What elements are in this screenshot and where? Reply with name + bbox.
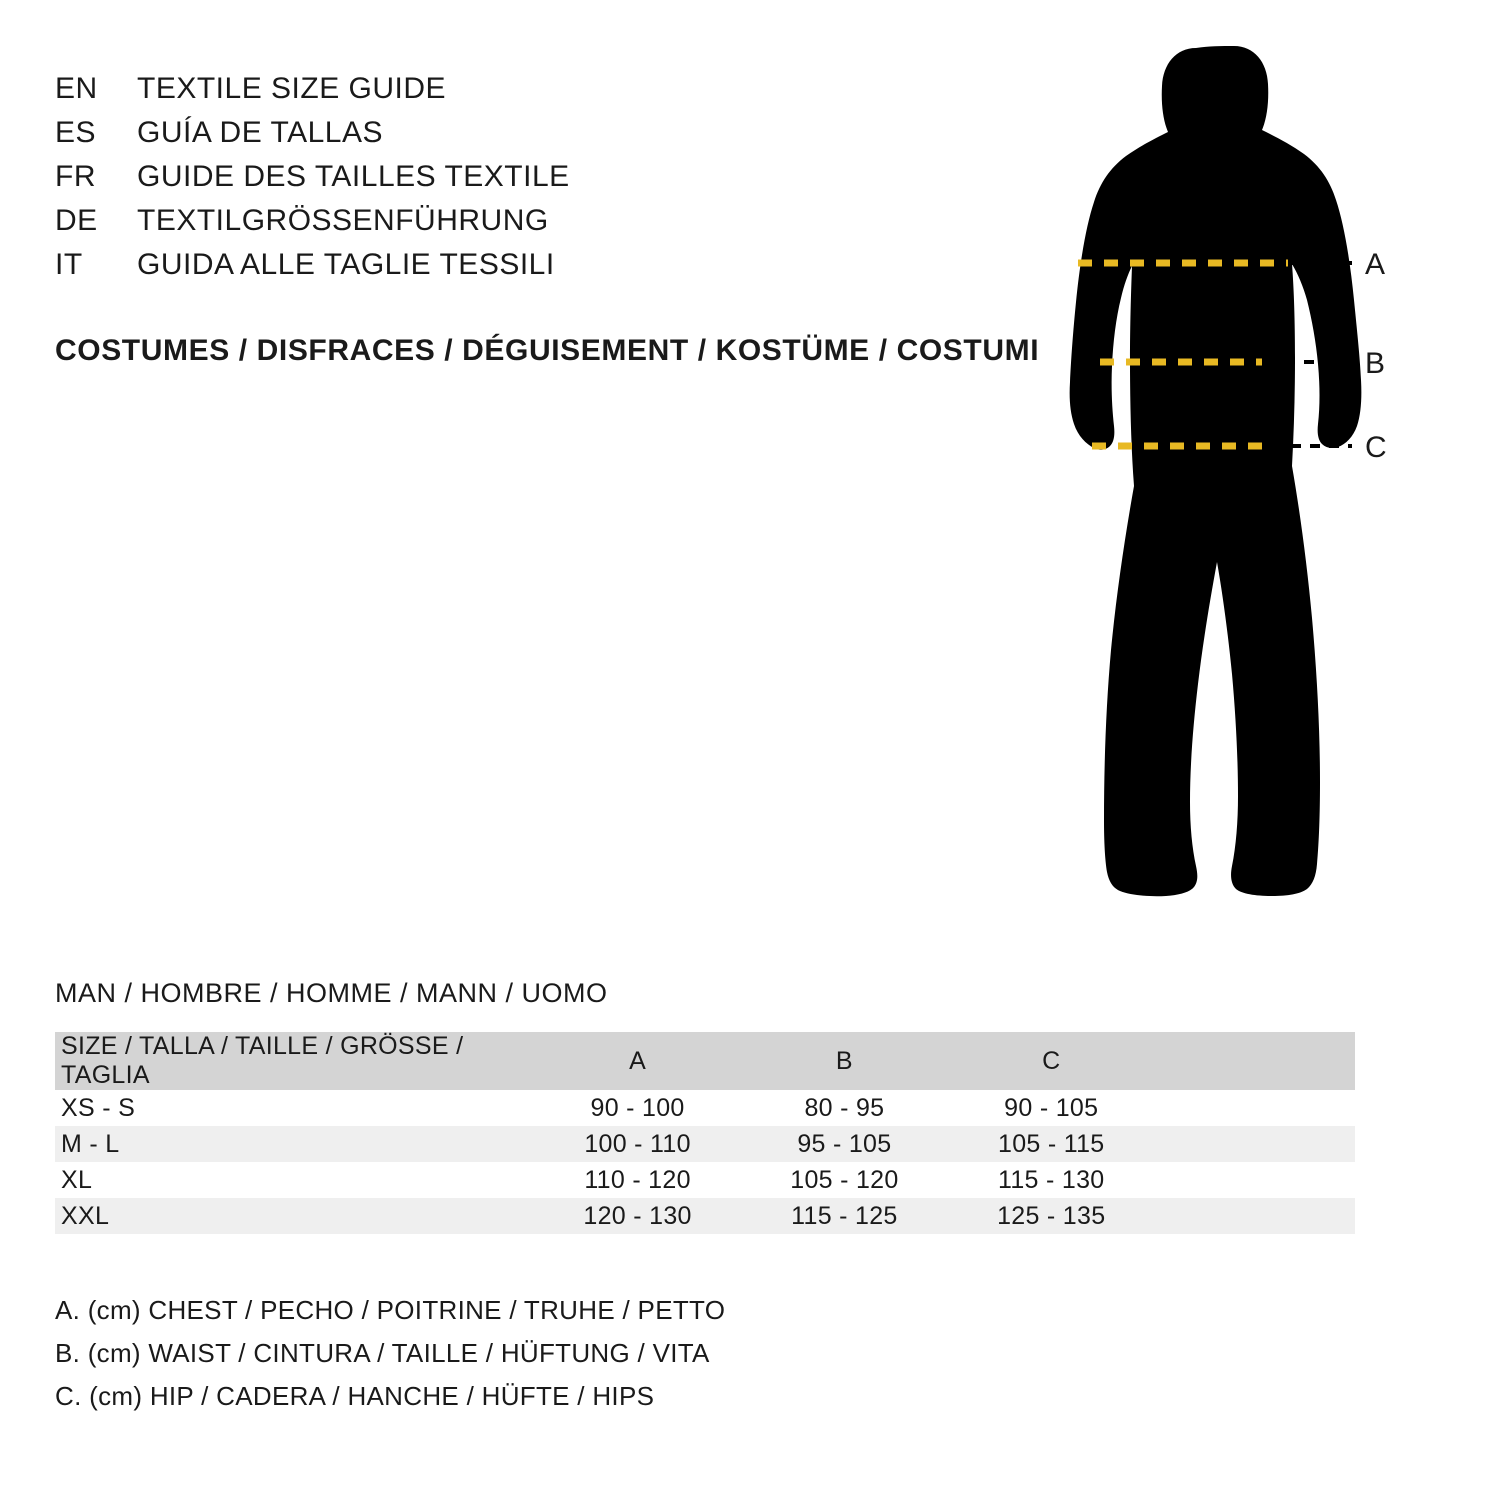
- measure-label-c: C: [1365, 431, 1387, 464]
- cell-c: 90 - 105: [948, 1090, 1155, 1126]
- cell-b: 115 - 125: [741, 1198, 948, 1234]
- cell-a: 120 - 130: [534, 1198, 741, 1234]
- table-header-size: SIZE / TALLA / TAILLE / GRÖSSE / TAGLIA: [55, 1032, 534, 1090]
- language-row: [55, 204, 1055, 248]
- table-header-b: B: [741, 1032, 948, 1090]
- language-code: ES: [55, 116, 97, 149]
- table-header-c: C: [948, 1032, 1155, 1090]
- table-row: [55, 1162, 1355, 1198]
- table-row: [55, 1126, 1355, 1162]
- cell-c: 115 - 130: [948, 1162, 1155, 1198]
- measurement-legend: [55, 1295, 725, 1424]
- cell-size: XS - S: [55, 1090, 534, 1126]
- language-title: GUIDA ALLE TAGLIE TESSILI: [137, 248, 555, 281]
- cell-size: XL: [55, 1162, 534, 1198]
- language-code: EN: [55, 72, 98, 105]
- table-row: [55, 1090, 1355, 1126]
- language-title: TEXTILGRÖSSENFÜHRUNG: [137, 204, 549, 237]
- cell-size: M - L: [55, 1126, 534, 1162]
- language-list: [55, 72, 1055, 292]
- measure-label-b: B: [1365, 347, 1386, 380]
- language-code: DE: [55, 204, 98, 237]
- cell-spacer: [1155, 1198, 1355, 1234]
- cell-b: 95 - 105: [741, 1126, 948, 1162]
- table-header-row: [55, 1032, 1355, 1090]
- cell-spacer: [1155, 1090, 1355, 1126]
- language-row: [55, 116, 1055, 160]
- category-line: COSTUMES / DISFRACES / DÉGUISEMENT / KOSTÜME / COSTUMI: [55, 334, 1040, 367]
- language-row: [55, 72, 1055, 116]
- cell-a: 110 - 120: [534, 1162, 741, 1198]
- cell-a: 90 - 100: [534, 1090, 741, 1126]
- table-header-spacer: [1155, 1032, 1355, 1090]
- cell-a: 100 - 110: [534, 1126, 741, 1162]
- table-group-title: MAN / HOMBRE / HOMME / MANN / UOMO: [55, 978, 608, 1008]
- language-title: GUIDE DES TAILLES TEXTILE: [137, 160, 570, 193]
- cell-spacer: [1155, 1162, 1355, 1198]
- legend-row-b: B. (cm) WAIST / CINTURA / TAILLE / HÜFTUNG / VITA: [55, 1338, 710, 1368]
- language-code: IT: [55, 248, 83, 281]
- language-code: FR: [55, 160, 96, 193]
- cell-c: 105 - 115: [948, 1126, 1155, 1162]
- male-silhouette-shape: [1070, 46, 1362, 896]
- legend-row-a: A. (cm) CHEST / PECHO / POITRINE / TRUHE / PETTO: [55, 1295, 726, 1325]
- legend-row-c: C. (cm) HIP / CADERA / HANCHE / HÜFTE / HIPS: [55, 1381, 655, 1411]
- language-row: [55, 248, 1055, 292]
- cell-spacer: [1155, 1126, 1355, 1162]
- language-row: [55, 160, 1055, 204]
- table-header-a: A: [534, 1032, 741, 1090]
- silhouette-figure: [1000, 30, 1460, 930]
- cell-b: 80 - 95: [741, 1090, 948, 1126]
- measure-label-a: A: [1365, 248, 1386, 281]
- cell-c: 125 - 135: [948, 1198, 1155, 1234]
- language-title: GUÍA DE TALLAS: [137, 116, 383, 149]
- size-table: [55, 1032, 1355, 1234]
- cell-size: XXL: [55, 1198, 534, 1234]
- language-title: TEXTILE SIZE GUIDE: [137, 72, 447, 105]
- table-row: [55, 1198, 1355, 1234]
- cell-b: 105 - 120: [741, 1162, 948, 1198]
